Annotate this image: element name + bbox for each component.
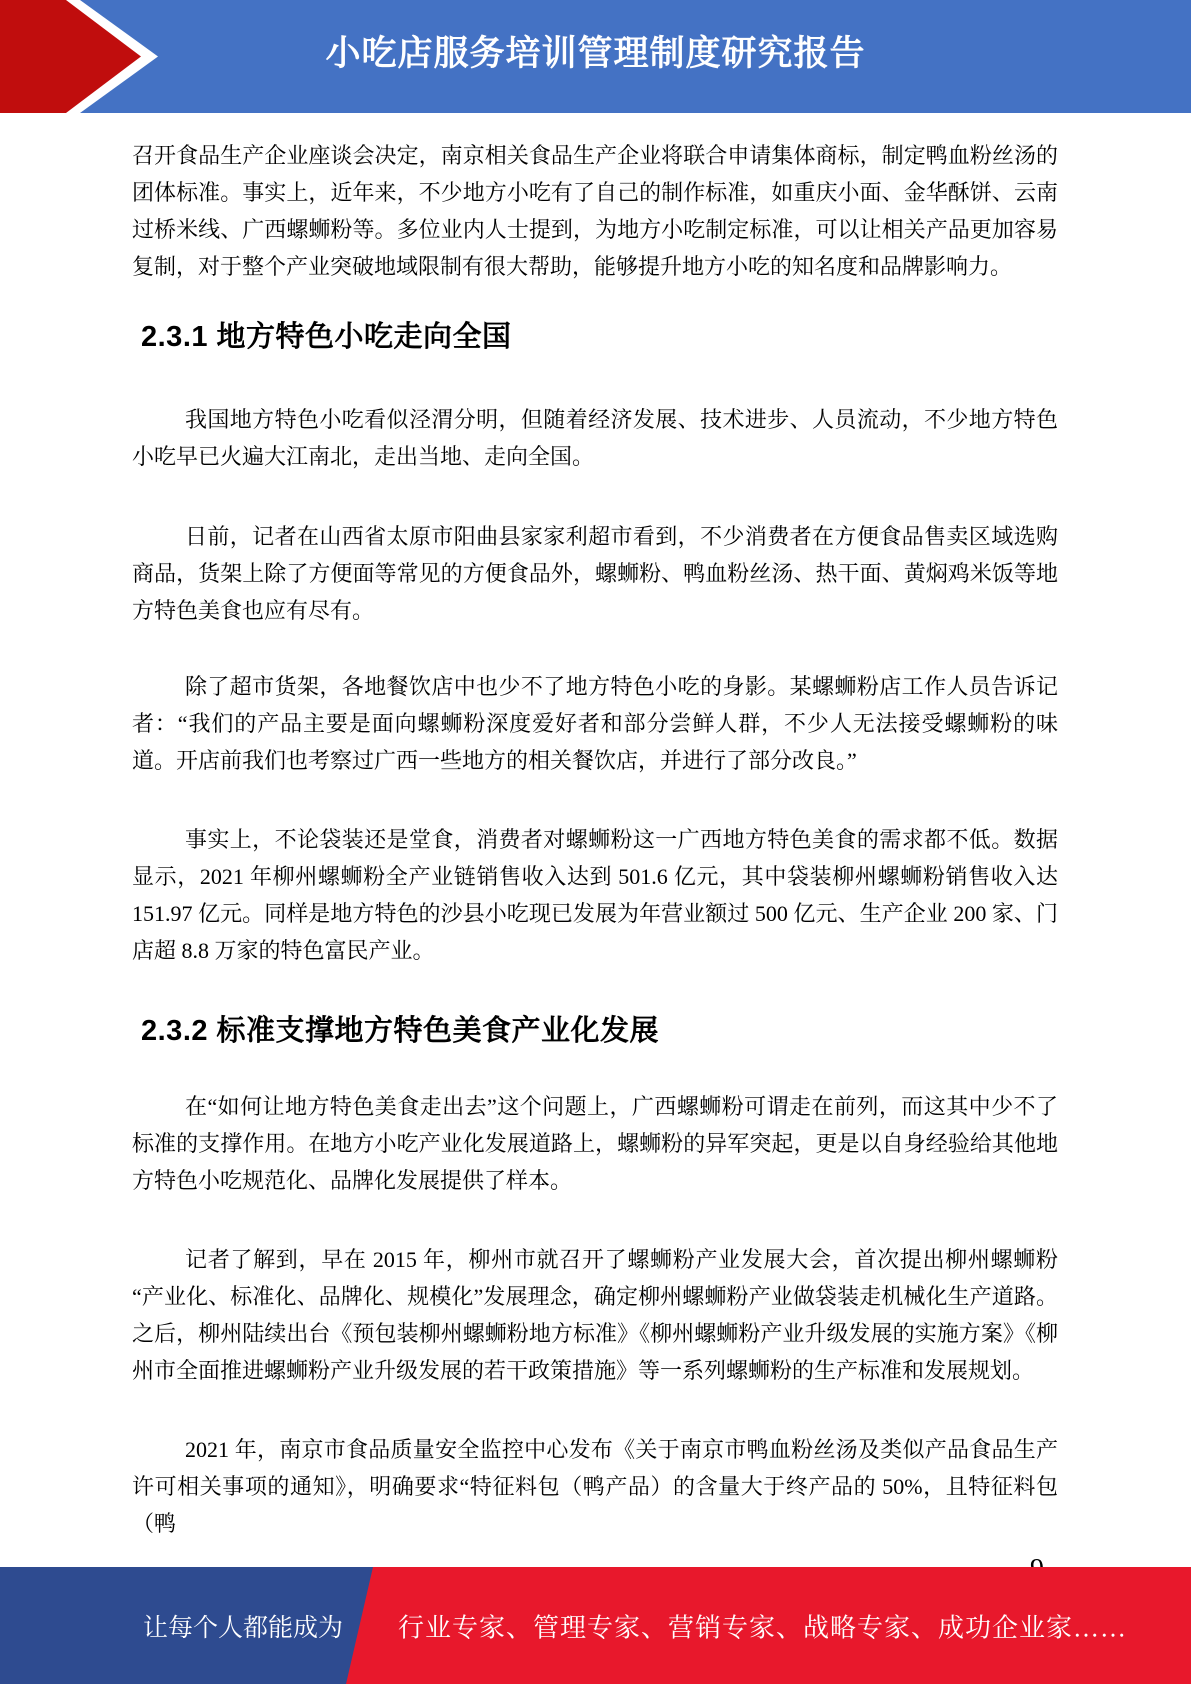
paragraph-sales-data: 事实上，不论袋装还是堂食，消费者对螺蛳粉这一广西地方特色美食的需求都不低。数据显示，2021 年柳州螺蛳粉全产业链销售收入达到 501.6 亿元，其中袋装柳州螺蛳粉销售收入达 151.97 亿元。同样是地方特色的沙县小吃现已发展为年营业额过 500 亿元、生产企业 200 家、门店超 8.8 万家的特色富民产业。: [132, 827, 1058, 963]
footer-slogan-right: 行业专家、管理专家、营销专家、战略专家、成功企业家……: [398, 1613, 1128, 1642]
paragraph-continuation: 召开食品生产企业座谈会决定，南京相关食品生产企业将联合申请集体商标，制定鸭血粉丝汤的团体标准。事实上，近年来，不少地方小吃有了自己的制作标准，如重庆小面、金华酥饼、云南过桥米线、广西螺蛳粉等。多位业内人士提到，为地方小吃制定标准，可以让相关产品更加容易复制，对于整个产业突破地域限制有很大帮助，能够提升地方小吃的知名度和品牌影响力。: [132, 143, 1058, 279]
footer-slogan-left: 让每个人都能成为: [143, 1614, 344, 1642]
paragraph-supermarket: 日前，记者在山西省太原市阳曲县家家利超市看到，不少消费者在方便食品售卖区域选购商品，货架上除了方便面等常见的方便食品外，螺蛳粉、鸭血粉丝汤、热干面、黄焖鸡米饭等地方特色美食也应有尽有。: [132, 524, 1058, 623]
section-heading-2-3-1: 2.3.1 地方特色小吃走向全国: [141, 321, 512, 353]
paragraph-standards-role: 在“如何让地方特色美食走出去”这个问题上，广西螺蛳粉可谓走在前列，而这其中少不了标准的支撑作用。在地方小吃产业化发展道路上，螺蛳粉的异军突起，更是以自身经验给其他地方特色小吃规范化、品牌化发展提供了样本。: [132, 1094, 1058, 1193]
header-banner: [0, 0, 1191, 113]
paragraph-restaurants: 除了超市货架，各地餐饮店中也少不了地方特色小吃的身影。某螺蛳粉店工作人员告诉记者：“我们的产品主要是面向螺蛳粉深度爱好者和部分尝鲜人群，不少人无法接受螺蛳粉的味道。开店前我们也考察过广西一些地方的相关餐饮店，并进行了部分改良。”: [132, 674, 1058, 773]
paragraph-liuzhou-policies: 记者了解到，早在 2015 年，柳州市就召开了螺蛳粉产业发展大会，首次提出柳州螺蛳粉“产业化、标准化、品牌化、规模化”发展理念，确定柳州螺蛳粉产业做袋装走机械化生产道路。之后，柳州陆续出台《预包装柳州螺蛳粉地方标准》《柳州螺蛳粉产业升级发展的实施方案》《柳州市全面推进螺蛳粉产业升级发展的若干政策措施》等一系列螺蛳粉的生产标准和发展规划。: [132, 1247, 1058, 1383]
page-footer: [0, 1567, 1191, 1684]
page-body: [0, 113, 1191, 1590]
paragraph-national-snacks: 我国地方特色小吃看似泾渭分明，但随着经济发展、技术进步、人员流动，不少地方特色小吃早已火遍大江南北，走出当地、走向全国。: [132, 407, 1058, 469]
section-heading-2-3-2: 2.3.2 标准支撑地方特色美食产业化发展: [141, 1015, 660, 1047]
report-title: 小吃店服务培训管理制度研究报告: [325, 34, 866, 73]
paragraph-nanjing-notice: 2021 年，南京市食品质量安全监控中心发布《关于南京市鸭血粉丝汤及类似产品食品生产许可相关事项的通知》，明确要求“特征料包（鸭产品）的含量大于终产品的 50%，且特征料包（鸭: [132, 1437, 1058, 1536]
